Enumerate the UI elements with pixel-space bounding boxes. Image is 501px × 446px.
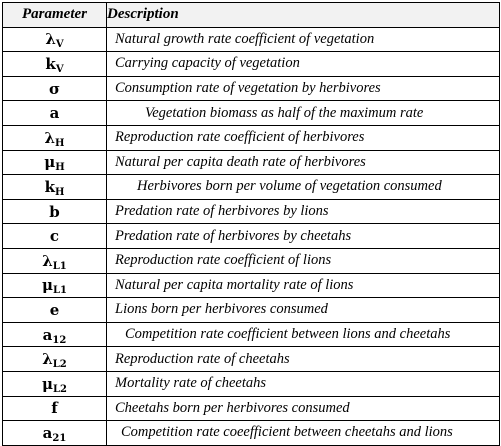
symbol-base: μ: [42, 374, 53, 393]
table-row: [3, 199, 500, 224]
parameter-description: Cheetahs born per herbivores consumed: [107, 396, 500, 421]
parameter-symbol: [3, 298, 107, 323]
parameter-symbol: [3, 322, 107, 347]
parameter-symbol: [3, 175, 107, 200]
parameter-symbol: [3, 371, 107, 396]
table-row: [3, 347, 500, 372]
symbol-base: λ: [42, 350, 53, 369]
symbol-subscript: 21: [52, 432, 67, 444]
parameter-description: Reproduction rate coefficient of herbivores: [107, 125, 500, 150]
table-row: [3, 273, 500, 298]
parameter-description: Reproduction rate of cheetahs: [107, 347, 500, 372]
parameter-symbol: [3, 224, 107, 249]
table-row: [3, 322, 500, 347]
symbol-subscript: L1: [52, 285, 67, 297]
parameter-description: Mortality rate of cheetahs: [107, 371, 500, 396]
parameter-symbol: [3, 273, 107, 298]
table-row: [3, 396, 500, 421]
symbol-base: σ: [48, 79, 61, 98]
column-header-parameter: Parameter: [3, 3, 107, 28]
table-row: [3, 175, 500, 200]
symbol-subscript: H: [55, 137, 65, 149]
table-row: [3, 27, 500, 52]
symbol-base: k: [44, 177, 55, 196]
parameter-description: Consumption rate of vegetation by herbivores: [107, 76, 500, 101]
parameter-description: Lions born per herbivores consumed: [107, 298, 500, 323]
parameter-description: Predation rate of herbivores by cheetahs: [107, 224, 500, 249]
parameter-table: [2, 2, 500, 446]
parameter-description: Natural per capita mortality rate of lions: [107, 273, 500, 298]
parameter-description: Vegetation biomass as half of the maximum rate: [107, 101, 500, 126]
parameter-description: Herbivores born per volume of vegetation consumed: [107, 175, 500, 200]
symbol-base: c: [49, 227, 60, 246]
symbol-subscript: L2: [52, 383, 67, 395]
table-row: [3, 76, 500, 101]
table-row: [3, 150, 500, 175]
parameter-description: Competition rate coeefficient between cheetahs and lions: [107, 421, 500, 446]
symbol-subscript: L1: [52, 260, 67, 272]
parameter-symbol: [3, 150, 107, 175]
symbol-subscript: L2: [52, 359, 67, 371]
parameter-symbol: [3, 52, 107, 77]
symbol-base: e: [49, 300, 60, 319]
table-body: [3, 27, 500, 445]
table-row: [3, 125, 500, 150]
column-header-description: Description: [107, 3, 500, 28]
symbol-base: a: [49, 104, 60, 123]
parameter-description: Carrying capacity of vegetation: [107, 52, 500, 77]
table-row: [3, 421, 500, 446]
parameter-symbol: [3, 101, 107, 126]
table-header-row: [3, 3, 500, 28]
table-row: [3, 52, 500, 77]
table-row: [3, 224, 500, 249]
parameter-symbol: [3, 421, 107, 446]
symbol-base: k: [45, 54, 56, 73]
symbol-base: f: [51, 399, 58, 418]
symbol-base: μ: [44, 153, 56, 172]
parameter-symbol: [3, 199, 107, 224]
symbol-base: λ: [42, 251, 53, 270]
symbol-subscript: H: [54, 186, 65, 198]
parameter-symbol: [3, 125, 107, 150]
table-row: [3, 298, 500, 323]
parameter-symbol: [3, 248, 107, 273]
parameter-symbol: [3, 347, 107, 372]
symbol-base: μ: [42, 276, 53, 295]
symbol-base: λ: [44, 128, 56, 147]
symbol-subscript: V: [55, 63, 64, 75]
symbol-subscript: H: [55, 162, 65, 174]
parameter-symbol: [3, 76, 107, 101]
table-row: [3, 101, 500, 126]
parameter-description: Natural per capita death rate of herbivores: [107, 150, 500, 175]
symbol-base: b: [49, 202, 60, 221]
parameter-description: Predation rate of herbivores by lions: [107, 199, 500, 224]
parameter-symbol: [3, 27, 107, 52]
parameter-description: Competition rate coefficient between lions and cheetahs: [107, 322, 500, 347]
symbol-base: λ: [45, 30, 56, 49]
symbol-subscript: 12: [52, 334, 67, 346]
parameter-description: Reproduction rate coefficient of lions: [107, 248, 500, 273]
table-row: [3, 248, 500, 273]
symbol-base: a: [42, 423, 53, 442]
parameter-description: Natural growth rate coefficient of vegetation: [107, 27, 500, 52]
table-row: [3, 371, 500, 396]
symbol-subscript: V: [55, 39, 64, 51]
symbol-base: a: [42, 325, 53, 344]
parameter-symbol: [3, 396, 107, 421]
